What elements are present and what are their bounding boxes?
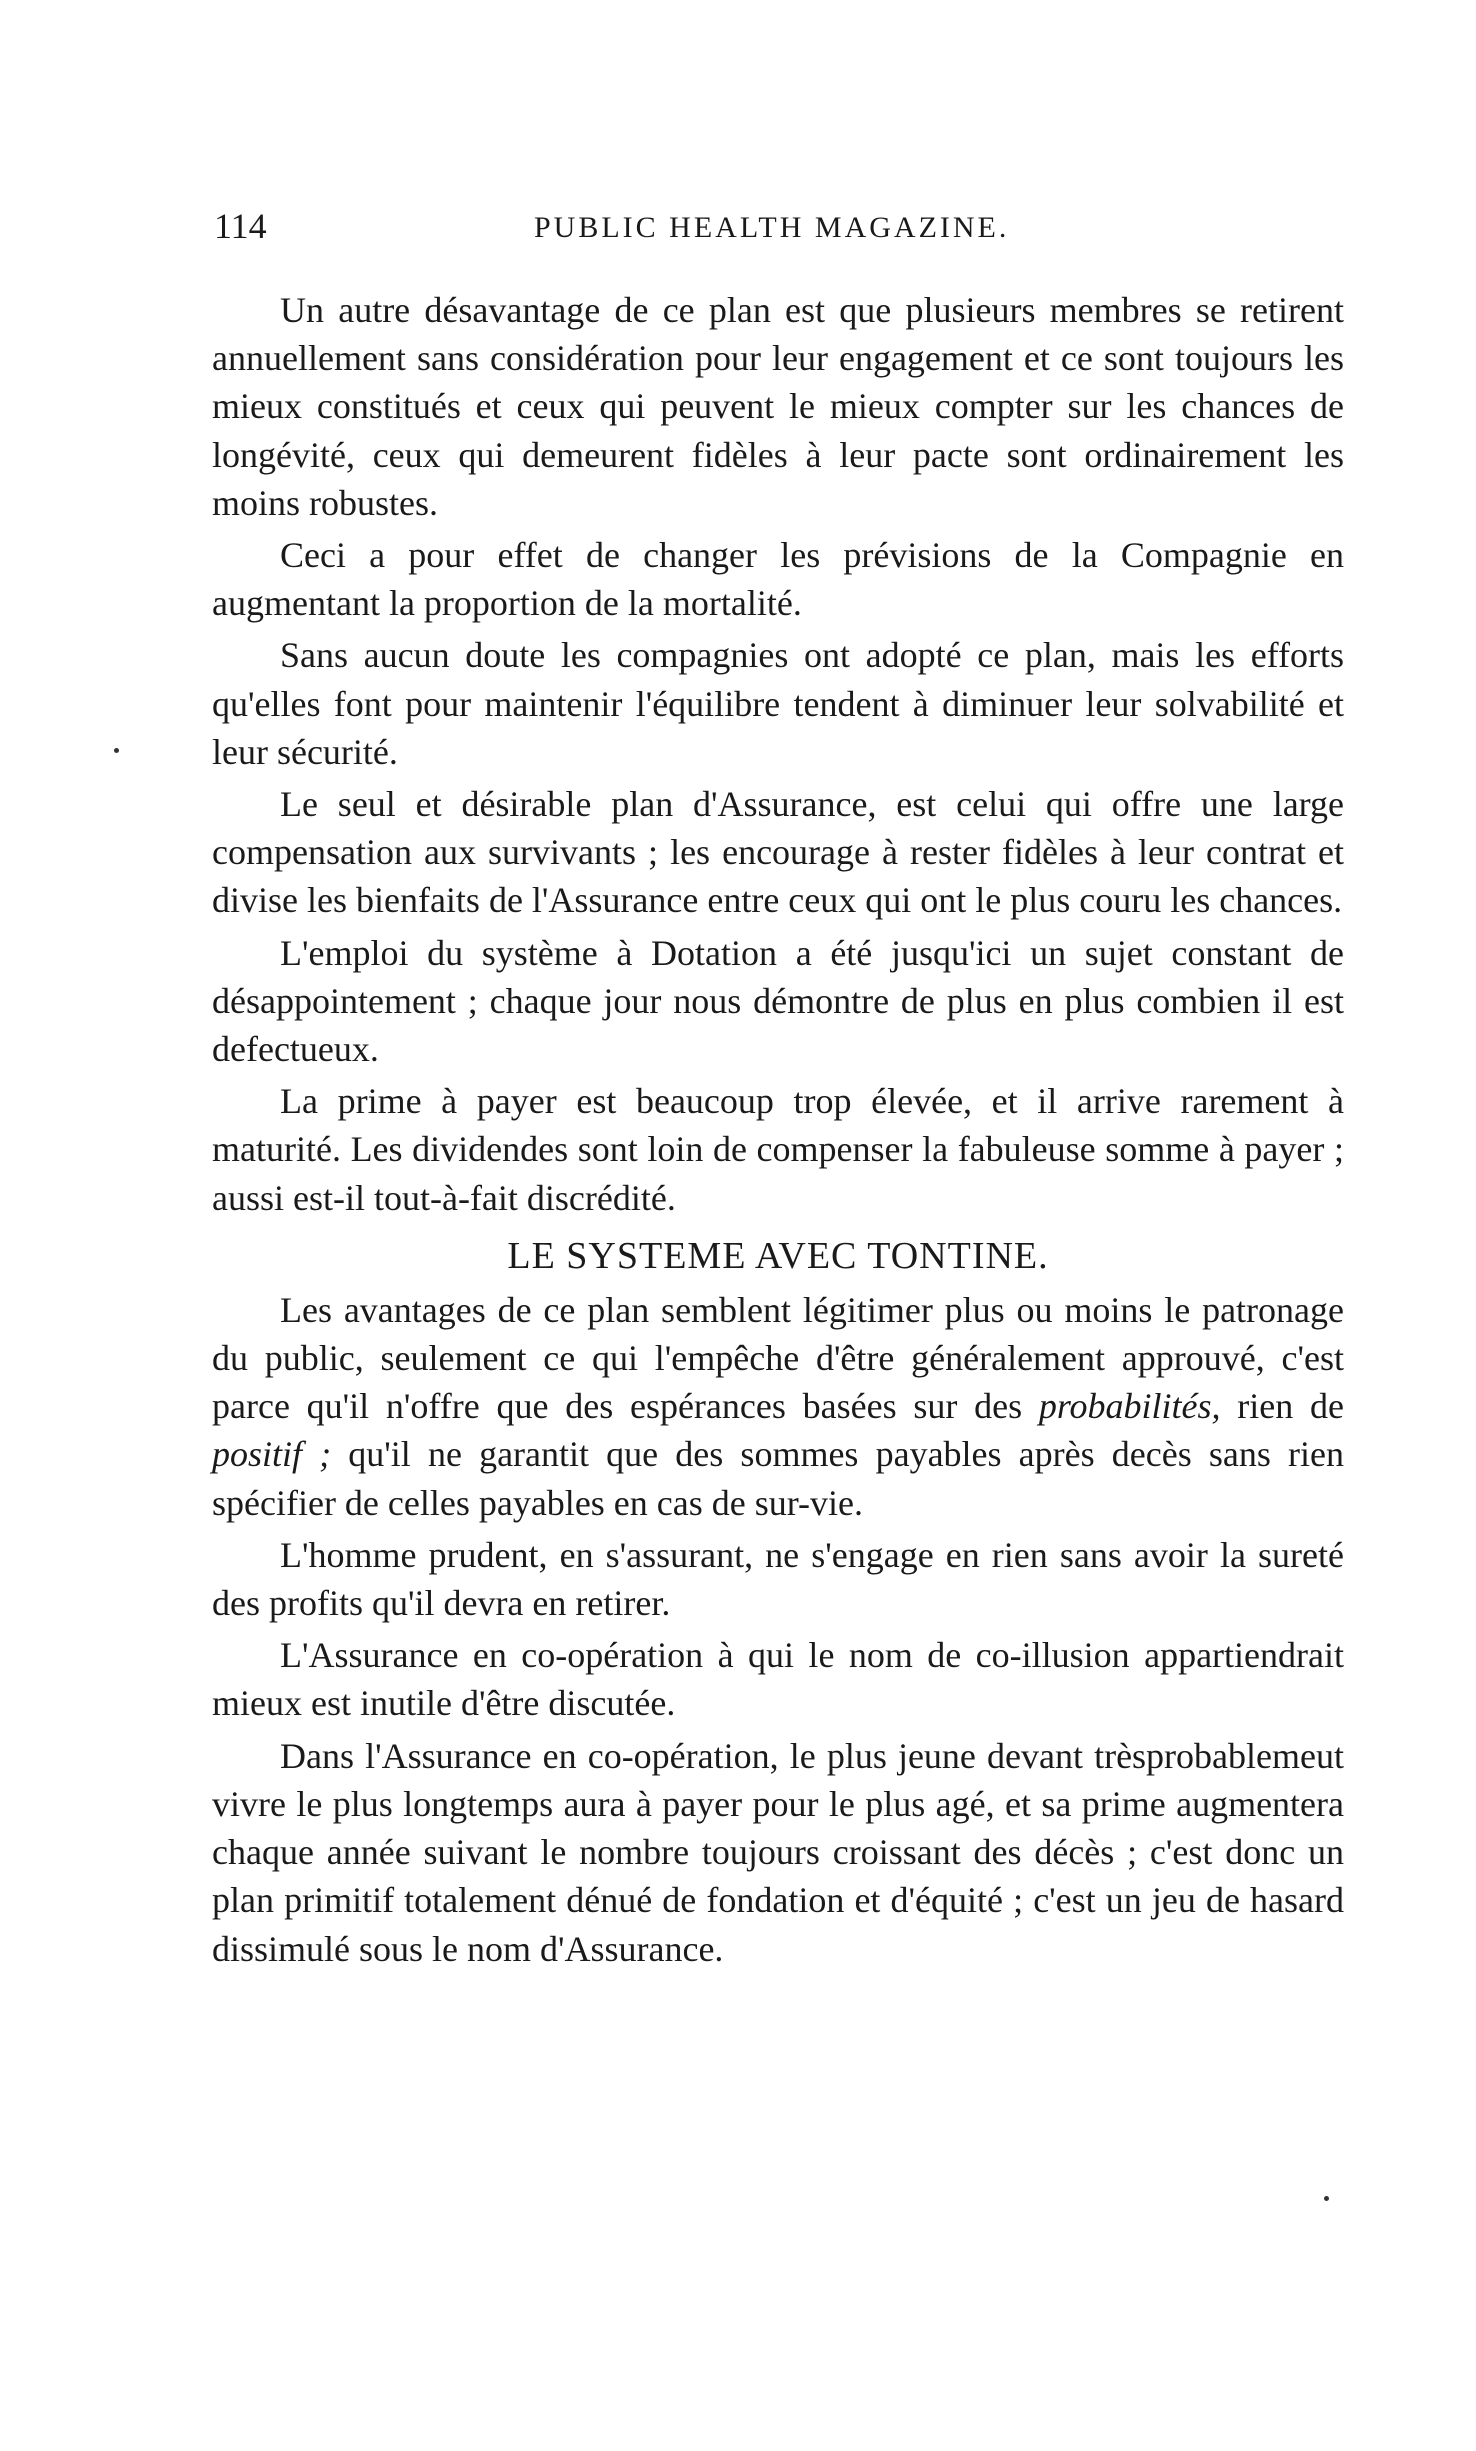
margin-dot bbox=[114, 748, 119, 753]
tontine-text-1: Les avantages de ce plan semblent légitimer plus ou moins le patronage du public, seulement ce qui l'empêche d'être généralement approuvé, c'est parce qu'il n'offre que des espérances basées sur des bbox=[212, 1289, 1344, 1427]
paragraph: Sans aucun doute les compagnies ont adopté ce plan, mais les efforts qu'elles font pour maintenir l'équilibre tendent à diminuer leur solvabilité et leur sécurité. bbox=[212, 635, 1344, 772]
page-header bbox=[214, 206, 1334, 256]
running-head: PUBLIC HEALTH MAGAZINE. bbox=[534, 211, 1010, 244]
italic-word-probabilites: probabilités, bbox=[1038, 1386, 1221, 1427]
section-heading: LE SYSTEME AVEC TONTINE. bbox=[507, 1234, 1049, 1277]
tontine-paragraph bbox=[212, 1286, 1344, 1527]
paragraph: La prime à payer est beaucoup trop élevée, et il arrive rarement à maturité. Les dividendes sont loin de compenser la fabuleuse somme à payer ; aussi est-il tout-à-fait discrédité. bbox=[212, 1081, 1344, 1218]
paragraph: L'emploi du système à Dotation a été jusqu'ici un sujet constant de désappointement ; chaque jour nous démontre de plus en plus combien il est defectueux. bbox=[212, 932, 1344, 1070]
page-number: 114 bbox=[214, 206, 267, 246]
paragraph: L'Assurance en co-opération à qui le nom de co-illusion appartiendrait mieux est inutile d'être discutée. bbox=[212, 1635, 1344, 1724]
body-text bbox=[212, 286, 1344, 1973]
paragraph: Ceci a pour effet de changer les prévisions de la Compagnie en augmentant la proportion de la mortalité. bbox=[212, 535, 1344, 624]
margin-dot bbox=[1324, 2196, 1329, 2201]
tontine-text-2: rien de bbox=[1220, 1386, 1344, 1427]
italic-word-positif: positif ; bbox=[212, 1434, 332, 1475]
paragraph: Dans l'Assurance en co-opération, le plus jeune devant trèsprobablemeut vivre le plus longtemps aura à payer pour le plus agé, et sa prime augmentera chaque année suivant le nombre toujours croissant des décès ; c'est donc un plan primitif totalement dénué de fondation et d'équité ; c'est un jeu de hasard dissimulé sous le nom d'Assurance. bbox=[212, 1735, 1344, 1969]
paragraph: L'homme prudent, en s'assurant, ne s'engage en rien sans avoir la sureté des profits qu'il devra en retirer. bbox=[212, 1534, 1344, 1624]
tontine-text-3: qu'il ne garantit que des sommes payables après decès sans rien spécifier de celles payables en cas de sur-vie. bbox=[212, 1434, 1344, 1523]
paragraph: Un autre désavantage de ce plan est que plusieurs membres se retirent annuellement sans considération pour leur engagement et ce sont toujours les mieux constitués et ceux qui peuvent le mieux compter sur les chances de longévité, ceux qui demeurent fidèles à leur pacte sont ordinairement les moins robustes. bbox=[212, 290, 1344, 523]
paragraph: Le seul et désirable plan d'Assurance, est celui qui offre une large compensation aux survivants ; les encourage à rester fidèles à leur contrat et divise les bienfaits de l'Assurance entre ceux qui ont le plus couru les chances. bbox=[212, 784, 1344, 921]
